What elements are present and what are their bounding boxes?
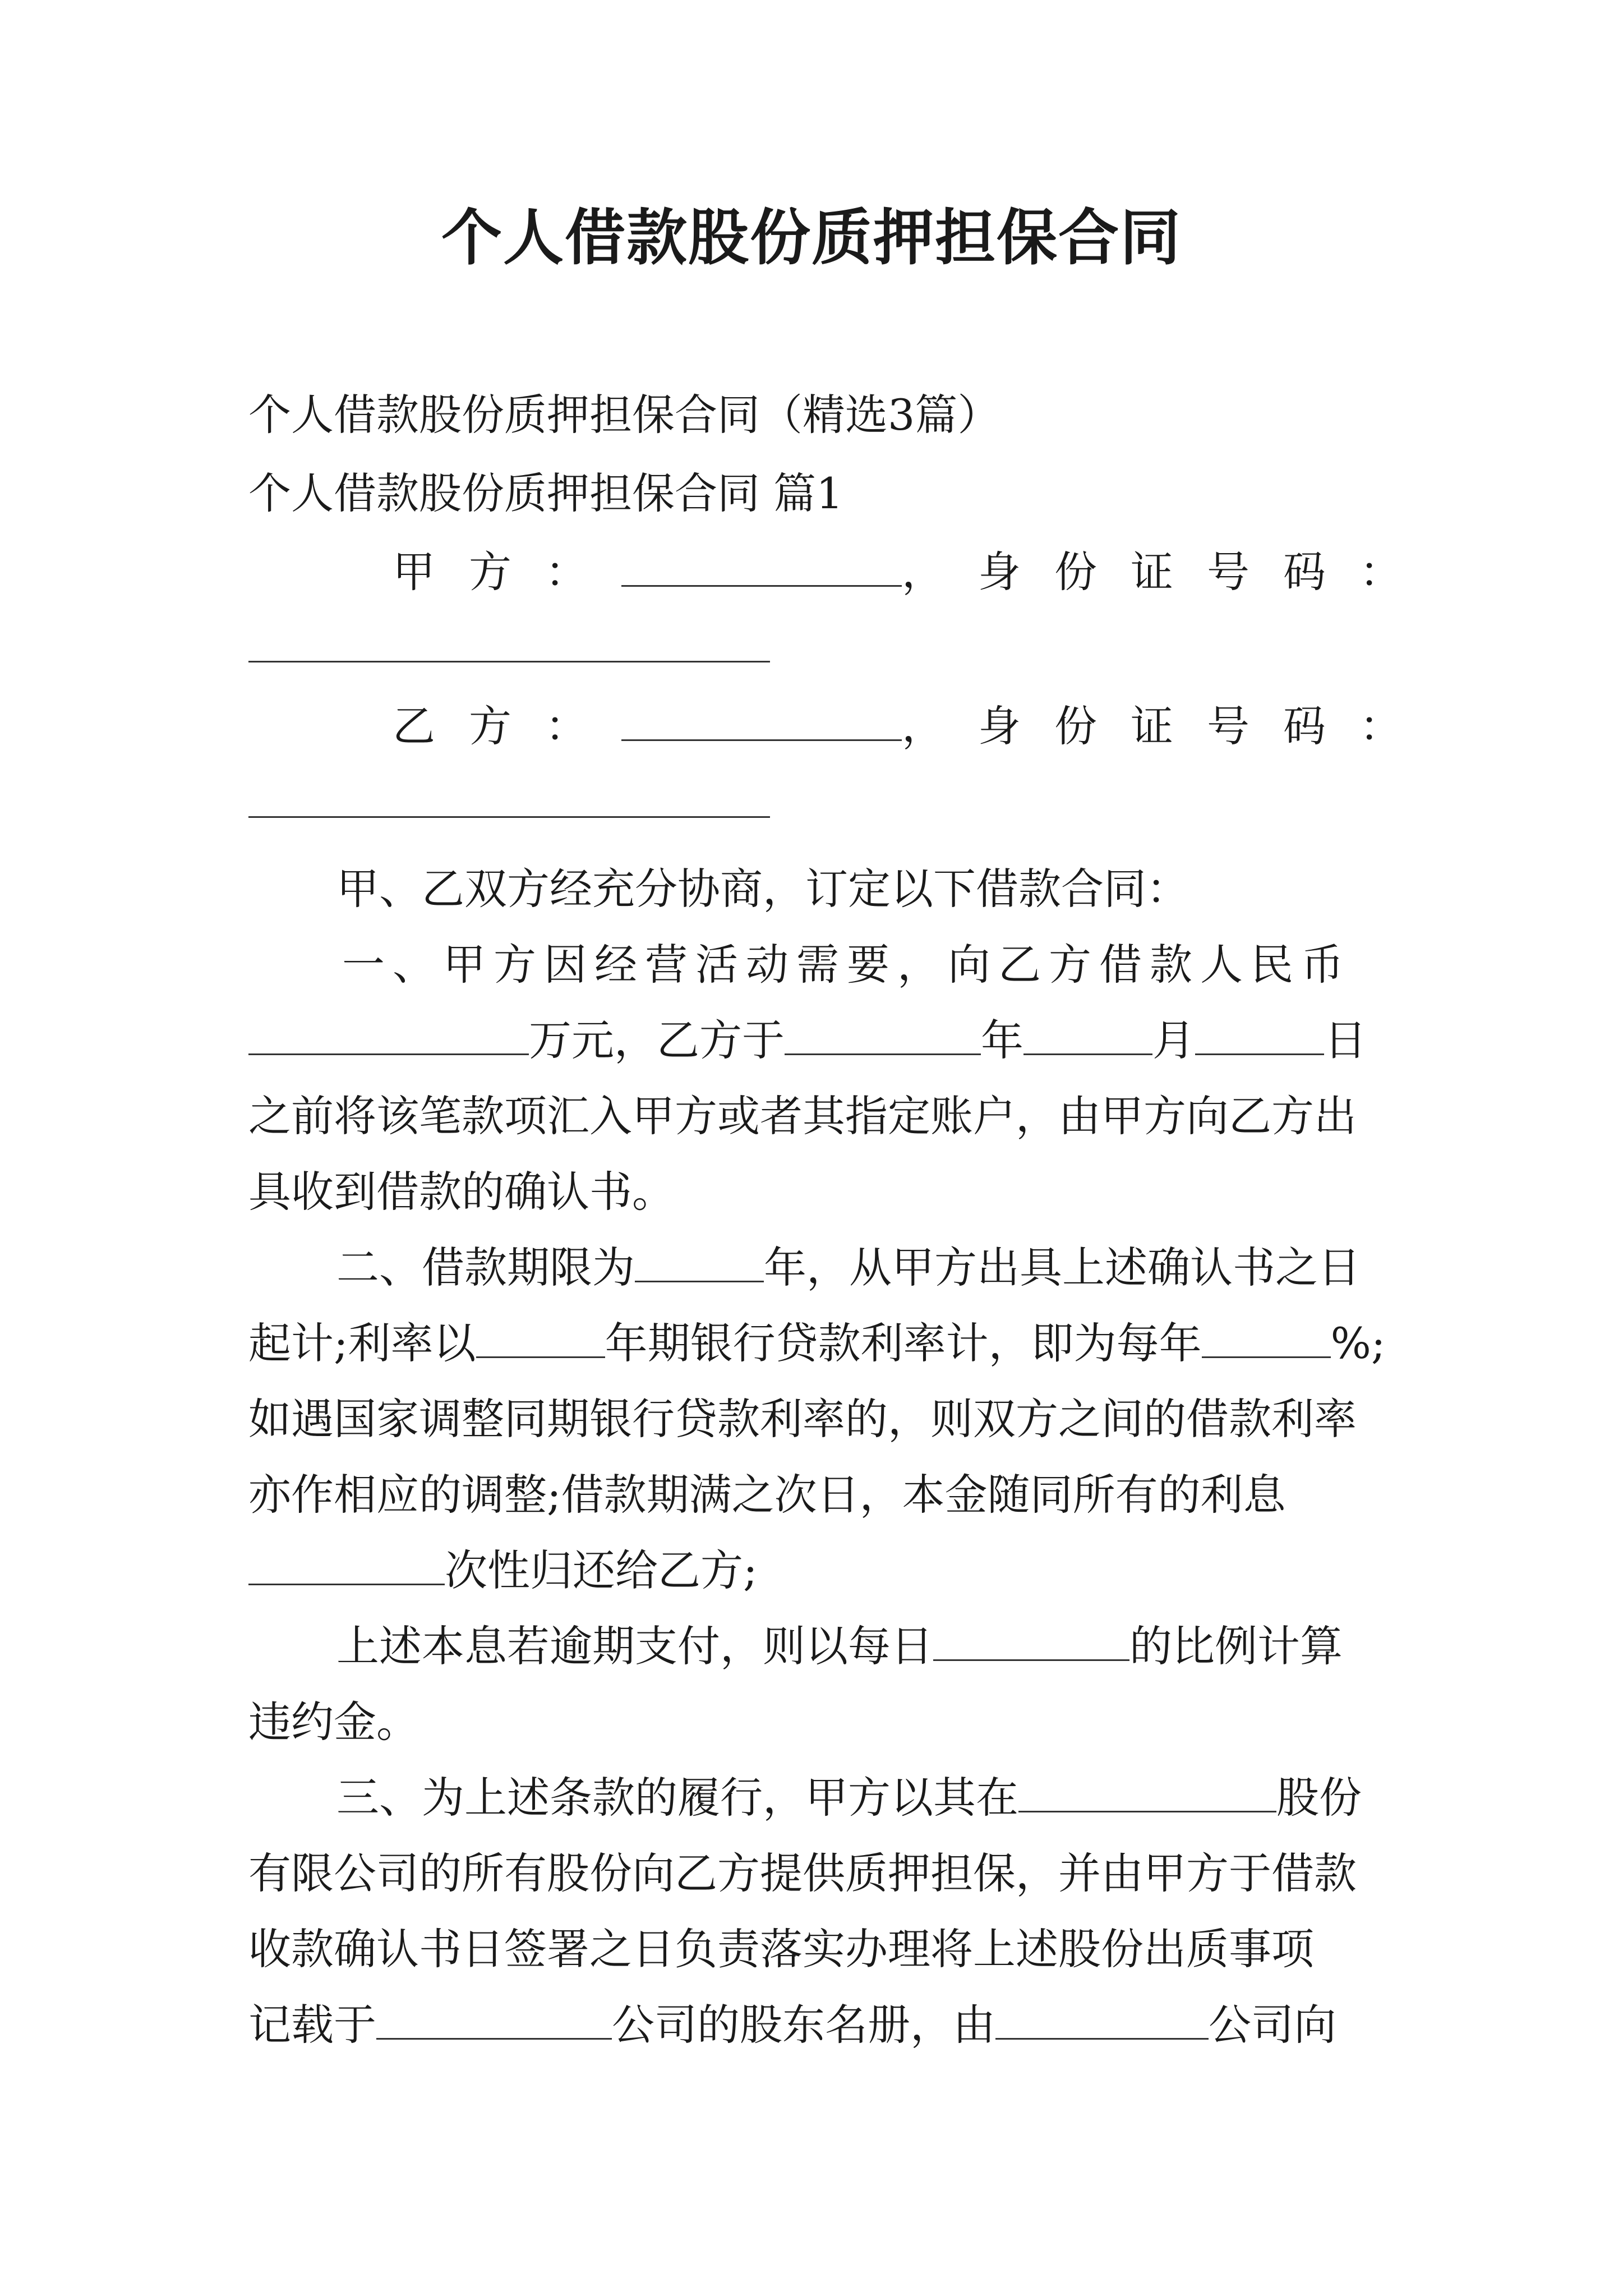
penalty-rate-blank[interactable]	[933, 1626, 1129, 1661]
clause2-text-rate: 起计;利率以	[248, 1318, 476, 1368]
clause3-text-to: 公司向	[1209, 2000, 1336, 2050]
repayment-blank[interactable]	[248, 1550, 445, 1585]
party-b-name-blank[interactable]	[621, 706, 902, 741]
party-a-sep: ，	[902, 547, 978, 597]
clause2-text-repay: 次性归还给乙方;	[445, 1545, 758, 1595]
clause3-line1	[336, 1770, 1391, 1826]
clause3-text-pledge: 三、为上述条款的履行，甲方以其在	[336, 1773, 1018, 1823]
clause2-text-annual: 年期银行贷款利率计，即为每年	[605, 1318, 1202, 1368]
section-heading: 个人借款股份质押担保合同 篇1	[248, 468, 843, 518]
clause2-line1	[336, 1240, 1391, 1296]
clause3-line4	[248, 1997, 1387, 2053]
annual-rate-blank[interactable]	[1202, 1323, 1331, 1358]
party-a-id-blank[interactable]	[248, 661, 770, 662]
penalty-text-daily: 上述本息若逾期支付，则以每日	[336, 1621, 933, 1671]
party-b-line	[393, 698, 1458, 754]
penalty-line2: 违约金。	[248, 1697, 419, 1747]
penalty-line1	[336, 1618, 1391, 1674]
party-a-line	[393, 544, 1458, 600]
clause3-text-register: 公司的股东名册，由	[612, 2000, 995, 2050]
clause1-text-wanyuan: 万元，乙方于	[529, 1015, 785, 1065]
clause1-text-year: 年	[981, 1015, 1023, 1065]
clause2-line3: 如遇国家调整同期银行贷款利率的，则双方之间的借款利率	[248, 1394, 1357, 1444]
company-name-blank[interactable]	[1018, 1777, 1276, 1812]
party-b-id-label: 身份证号码：	[978, 701, 1436, 751]
party-a-name-blank[interactable]	[621, 551, 902, 587]
document-title: 个人借款股份质押担保合同	[441, 203, 1182, 273]
clause1-line4: 具收到借款的确认书。	[248, 1167, 675, 1217]
party-b-id-blank[interactable]	[248, 816, 770, 818]
party-b-sep: ，	[902, 701, 978, 751]
clause2-text-percent: %;	[1330, 1318, 1386, 1368]
rate-term-blank[interactable]	[476, 1323, 605, 1358]
clause2-text-from: 年，从甲方出具上述确认书之日	[764, 1243, 1361, 1292]
clause2-line5	[248, 1543, 1387, 1599]
penalty-text-ratio: 的比例计算	[1129, 1621, 1343, 1671]
clause1-text-month: 月	[1152, 1015, 1195, 1065]
loan-term-blank[interactable]	[635, 1247, 764, 1282]
deadline-day-blank[interactable]	[1195, 1020, 1324, 1055]
clause1-line3: 之前将该笔款项汇入甲方或者其指定账户，由甲方向乙方出	[248, 1091, 1357, 1141]
clause1-text-day: 日	[1324, 1015, 1367, 1065]
clause2-line4: 亦作相应的调整;借款期满之次日，本金随同所有的利息	[248, 1470, 1286, 1520]
intro-paragraph: 甲、乙双方经充分协商，订定以下借款合同：	[336, 864, 1189, 914]
clause1-line1: 一、甲方因经营活动需要，向乙方借款人民币	[342, 940, 1352, 990]
deadline-year-blank[interactable]	[785, 1020, 981, 1055]
party-a-id-label: 身份证号码：	[978, 547, 1436, 597]
clause2-line2	[248, 1315, 1387, 1372]
clause2-text-term: 二、借款期限为	[336, 1243, 635, 1292]
clause3-line2: 有限公司的所有股份向乙方提供质押担保，并由甲方于借款	[248, 1848, 1357, 1898]
party-a-label: 甲方：	[393, 547, 621, 597]
party-b-label: 乙方：	[393, 701, 621, 751]
clause1-line2	[248, 1013, 1387, 1069]
clause3-text-shares: 股份	[1276, 1773, 1362, 1823]
loan-amount-blank[interactable]	[248, 1020, 529, 1055]
issuing-company-blank[interactable]	[995, 2004, 1209, 2040]
deadline-month-blank[interactable]	[1023, 1020, 1152, 1055]
clause3-line3: 收款确认书日签署之日负责落实办理将上述股份出质事项	[248, 1924, 1314, 1974]
subtitle: 个人借款股份质押担保合同（精选3篇）	[248, 390, 1000, 440]
registry-company-blank[interactable]	[376, 2004, 612, 2040]
clause3-text-record: 记载于	[248, 2000, 376, 2050]
